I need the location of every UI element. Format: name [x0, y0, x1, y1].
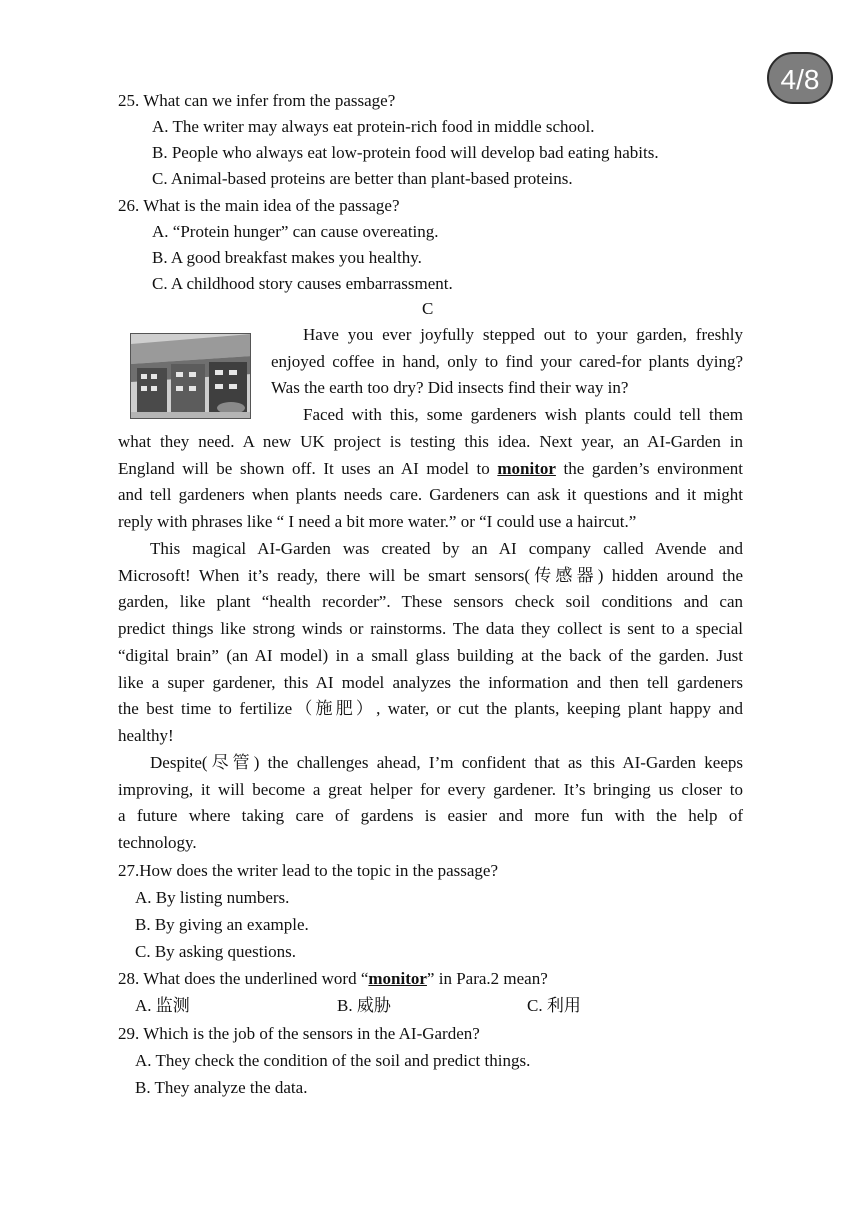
question-29-option-a: A. They check the condition of the soil and predict things.	[135, 1051, 531, 1070]
question-28-option-b: B. 威胁	[337, 996, 391, 1015]
question-26: 26. What is the main idea of the passage?	[118, 196, 400, 215]
question-25-option-b: B. People who always eat low-protein food will develop bad eating habits.	[152, 143, 659, 162]
question-29: 29. Which is the job of the sensors in the AI-Garden?	[118, 1024, 480, 1043]
underlined-keyword: monitor	[368, 969, 427, 988]
section-heading: C	[422, 299, 434, 318]
question-27: 27.How does the writer lead to the topic in the passage?	[118, 861, 499, 880]
passage-text: Faced with this, some gardeners wish plants could tell them	[303, 405, 743, 424]
passage-text: Have you ever joyfully stepped out to your garden, freshly	[303, 325, 743, 344]
question-text: 28. What does the underlined word “	[118, 969, 369, 988]
question-26-option-c: C. A childhood story causes embarrassment.	[152, 274, 453, 293]
passage-text: improving, it will become a great helper for every gardener. It’s bringing us closer to	[118, 779, 743, 799]
question-25-option-c: C. Animal-based proteins are better than plant-based proteins.	[152, 169, 573, 188]
passage-text: Despite(尽管) the challenges ahead, I’m confident that as this AI-Garden keeps	[150, 753, 743, 772]
passage-text: and tell gardeners when plants needs care. Gardeners can ask it questions and it might	[118, 485, 743, 505]
passage-text: reply with phrases like “ I need a bit more water.” or “I could use a haircut.”	[118, 512, 637, 532]
question-text: ” in Para.2 mean?	[426, 969, 548, 988]
passage-text: the best time to fertilize（施肥）, water, or cut the plants, keeping plant happy and	[118, 699, 743, 719]
passage-text: England will be shown off. It uses an AI model to	[118, 458, 498, 478]
question-26-option-a: A. “Protein hunger” can cause overeating.	[152, 222, 439, 241]
passage-text: Was the earth too dry? Did insects find their way in?	[271, 378, 629, 398]
question-29-option-b: B. They analyze the data.	[135, 1078, 308, 1097]
passage-text: what they need. A new UK project is testing this idea. Next year, an AI-Garden in	[118, 432, 743, 451]
passage-paragraph-2	[118, 429, 743, 536]
question-26-option-b: B. A good breakfast makes you healthy.	[152, 248, 422, 267]
passage-paragraph-1	[271, 322, 743, 402]
question-25: 25. What can we infer from the passage?	[118, 91, 396, 110]
passage-text: “digital brain” (an AI model) in a small glass building at the back of the garden. Just	[118, 645, 743, 665]
passage-text: healthy!	[118, 725, 174, 745]
passage-text: Microsoft! When it’s ready, there will be smart sensors(传感器) hidden around the	[118, 565, 743, 585]
ai-garden-photo	[130, 333, 251, 419]
question-27-option-b: B. By giving an example.	[135, 915, 309, 934]
passage-paragraph-2-start	[271, 402, 743, 429]
passage-text: garden, like plant “health recorder”. These sensors check soil conditions and can	[118, 592, 743, 612]
question-28-option-c: C. 利用	[527, 996, 581, 1015]
underlined-keyword: monitor	[497, 458, 556, 478]
question-28	[118, 968, 548, 990]
passage-text: a future where taking care of gardens is easier and more fun with the help of	[118, 806, 743, 826]
passage-text: This magical AI-Garden was created by an AI company called Avende and	[150, 539, 743, 558]
passage-paragraph-4	[118, 750, 743, 857]
passage-text: the garden’s environment	[555, 458, 743, 478]
passage-paragraph-3	[118, 536, 743, 750]
passage-text: like a super gardener, this AI model analyzes the information and then tell gardeners	[118, 672, 743, 692]
passage-text: technology.	[118, 833, 197, 853]
question-28-option-a: A. 监测	[135, 996, 190, 1015]
question-27-option-a: A. By listing numbers.	[135, 888, 290, 907]
question-25-option-a: A. The writer may always eat protein-rich food in middle school.	[152, 117, 595, 136]
question-27-option-c: C. By asking questions.	[135, 942, 297, 961]
page-number-badge: 4/8	[767, 52, 833, 104]
passage-text: predict things like strong winds or rainstorms. The data they collect is sent to a special	[118, 619, 743, 639]
passage-text: enjoyed coffee in hand, only to find your cared-for plants dying?	[271, 351, 743, 371]
